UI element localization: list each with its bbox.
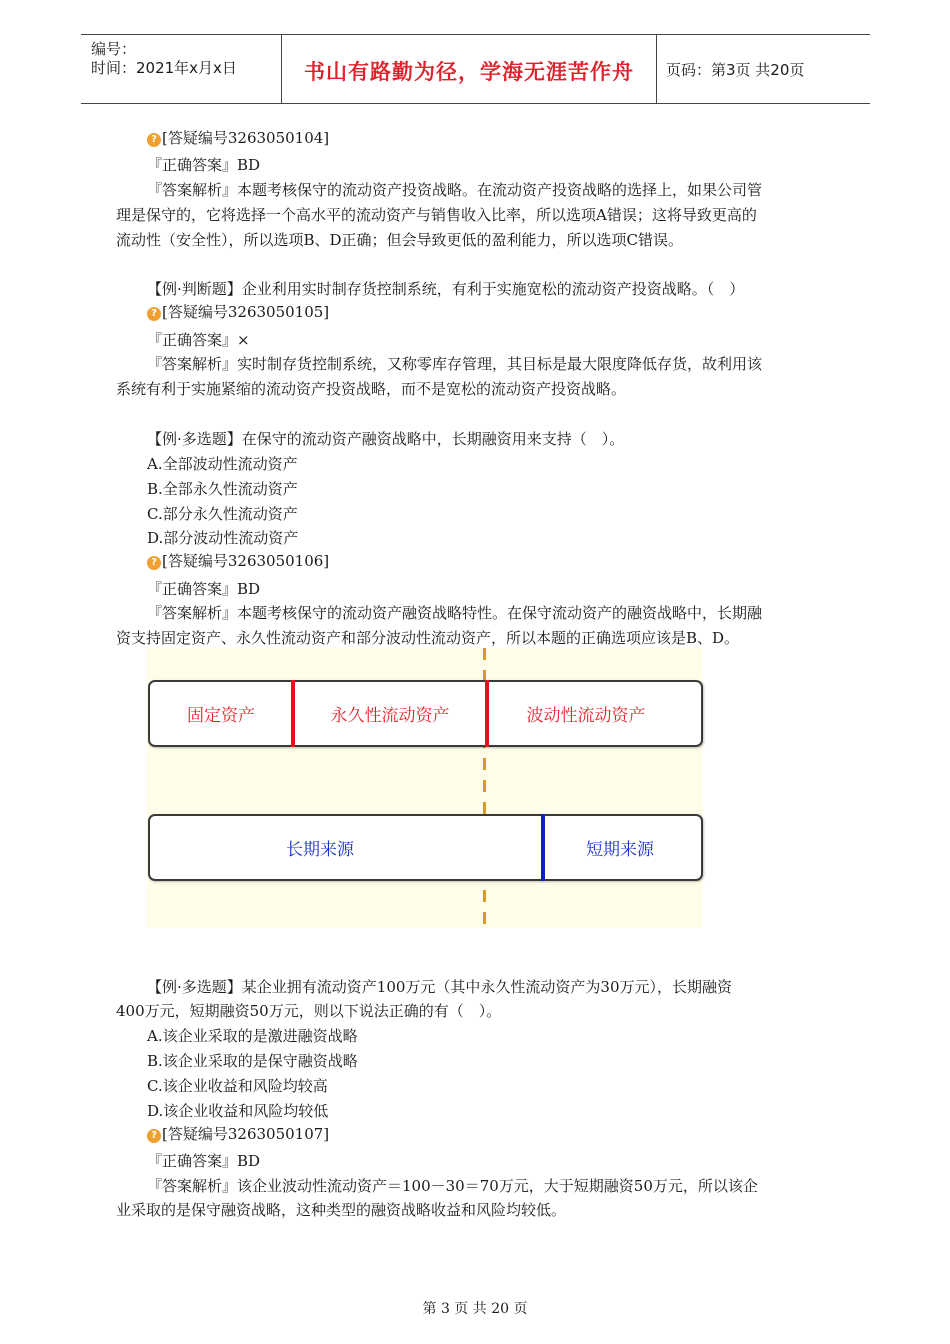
correct-answer: 『正确答案』BD [147,1152,261,1170]
option-b: B.该企业采取的是保守融资战略 [147,1052,358,1070]
explanation-line: 『答案解析』本题考核保守的流动资产投资战略。在流动资产投资战略的选择上，如果公司管 [147,181,763,199]
option-b: B.全部永久性流动资产 [147,480,298,498]
explanation-line: 『答案解析』该企业波动性流动资产＝100－30＝70万元，大于短期融资50万元，所以该企 [147,1177,758,1195]
long-term-source-segment: 长期来源 [286,840,354,860]
correct-answer: 『正确答案』× [147,331,250,349]
answer-id: [答疑编号3263050104] [162,129,330,147]
answer-id: [答疑编号3263050105] [162,303,330,321]
answer-id-line [147,1124,329,1144]
correct-answer: 『正确答案』BD [147,156,261,174]
explanation-line: 『答案解析』实时制存货控制系统，又称零库存管理，其目标是最大限度降低存货，故利用该 [147,355,763,373]
short-term-source-segment: 短期来源 [586,840,654,860]
question-mark-icon[interactable]: ? [147,307,161,321]
question-text: 【例·多选题】某企业拥有流动资产100万元（其中永久性流动资产为30万元），长期融资 [147,978,732,996]
explanation-line: 理是保守的，它将选择一个高水平的流动资产与销售收入比率，所以选项A错误；这将导致更高的 [116,206,757,224]
explanation-line: 业采取的是保守融资战略，这种类型的融资战略收益和风险均较低。 [116,1201,567,1219]
answer-id-line [147,128,329,148]
fluctuating-current-assets-segment: 波动性流动资产 [526,706,646,726]
explanation-line: 『答案解析』本题考核保守的流动资产融资战略特性。在保守流动资产的融资战略中，长期融 [147,604,763,622]
explanation-line: 系统有利于实施紧缩的流动资产投资战略，而不是宽松的流动资产投资战略。 [116,380,627,398]
option-c: C.该企业收益和风险均较高 [147,1077,328,1095]
header-left-cell [81,35,281,103]
page-footer: 第 3 页 共 20 页 [422,1301,528,1317]
question-mark-icon[interactable]: ? [147,1129,161,1143]
fixed-assets-segment: 固定资产 [187,706,255,726]
motto: 书山有路勤为径，学海无涯苦作舟 [304,60,634,84]
answer-id-line [147,551,329,571]
time-label: 时间：2021年x月x日 [91,59,237,77]
header-center-cell [281,35,657,103]
question-mark-icon[interactable]: ? [147,556,161,570]
permanent-current-assets-segment: 永久性流动资产 [330,706,450,726]
number-label: 编号： [91,40,137,58]
question-mark-icon[interactable]: ? [147,133,161,147]
assets-bar [148,680,703,747]
answer-id-line [147,302,329,322]
page-header [81,34,870,104]
question-text: 400万元，短期融资50万元，则以下说法正确的有（ ）。 [116,1002,502,1020]
correct-answer: 『正确答案』BD [147,580,261,598]
financing-diagram [147,648,703,928]
explanation-line: 流动性（安全性），所以选项B、D正确；但会导致更低的盈利能力，所以选项C错误。 [116,231,684,249]
option-d: D.部分波动性流动资产 [147,529,299,547]
question-text: 【例·判断题】企业利用实时制存货控制系统，有利于实施宽松的流动资产投资战略。（ ） [147,280,745,298]
financing-bar [148,814,703,881]
header-right-cell [656,35,870,103]
page-info: 页码：第3页 共20页 [666,61,805,79]
option-a: A.该企业采取的是激进融资战略 [147,1027,358,1045]
option-a: A.全部波动性流动资产 [147,455,298,473]
option-d: D.该企业收益和风险均较低 [147,1102,329,1120]
question-text: 【例·多选题】在保守的流动资产融资战略中，长期融资用来支持（ ）。 [147,430,625,448]
answer-id: [答疑编号3263050106] [162,552,330,570]
answer-id: [答疑编号3263050107] [162,1125,330,1143]
option-c: C.部分永久性流动资产 [147,505,298,523]
explanation-line: 资支持固定资产、永久性流动资产和部分波动性流动资产，所以本题的正确选项应该是B、D。 [116,629,740,647]
